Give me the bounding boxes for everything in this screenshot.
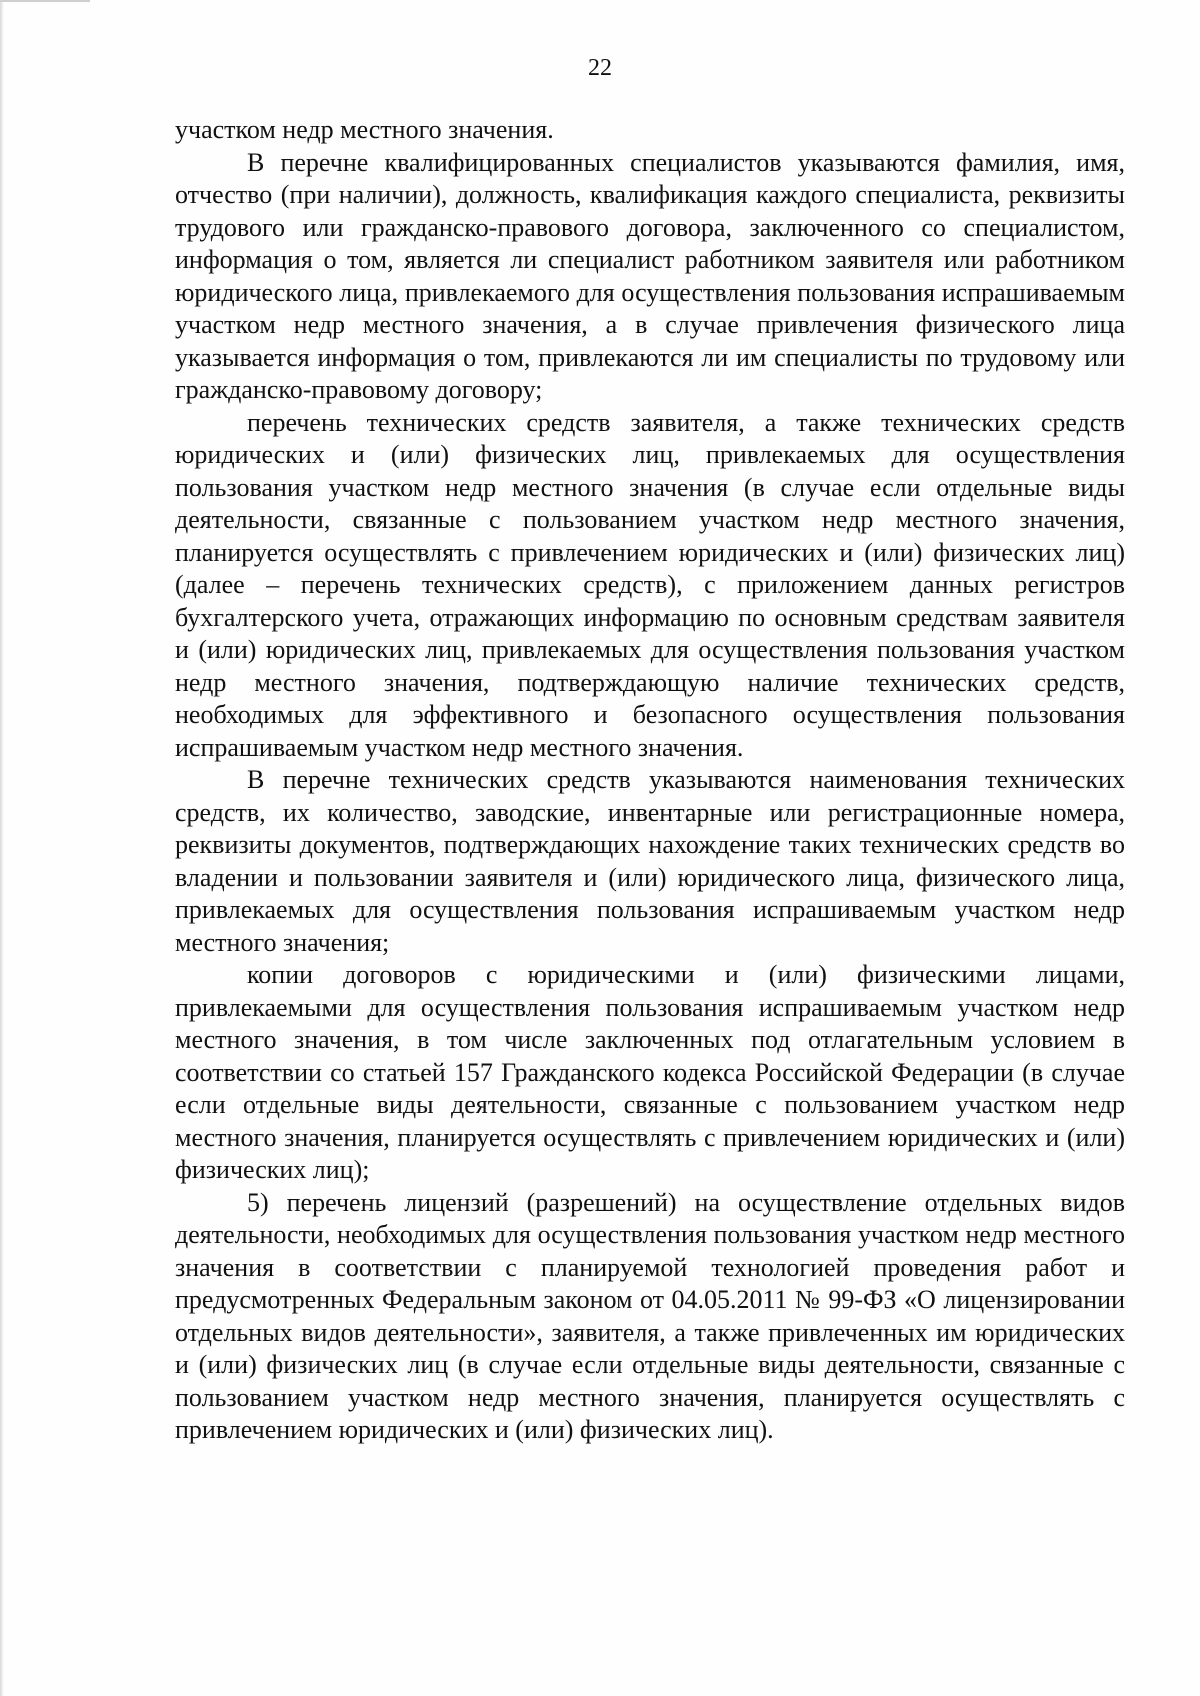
- page-number: 22: [588, 55, 612, 81]
- paragraph-technical-means: перечень технических средств заявителя, а также технических средств юридических и (или) физических лиц, привлекаемых для осуществления пользования участком недр местного значения (в случае если отдельные виды деятельности, связанные с пользованием участком недр местного значения, планируется осуществлять с привлечением юридических и (или) физических лиц) (далее – перечень технических средств), с приложением данных регистров бухгалтерского учета, отражающих информацию по основным средствам заявителя и (или) юридических лиц, привлекаемых для осуществления пользования участком недр местного значения, подтверждающую наличие технических средств, необходимых для эффективного и безопасного осуществления пользования испрашиваемым участком недр местного значения.: [175, 407, 1125, 762]
- scan-top-mark: [0, 0, 90, 2]
- paragraph-continuation: участком недр местного значения.: [175, 115, 554, 144]
- document-body: [175, 114, 1125, 1447]
- scan-left-edge: [0, 0, 4, 1696]
- paragraph-technical-means-details: В перечне технических средств указываются наименования технических средств, их количество, заводские, инвентарные или регистрационные номера, реквизиты документов, подтверждающих нахождение таких технических средств во владении и пользовании заявителя и (или) юридического лица, физического лица, привлекаемых для осуществления пользования испрашиваемым участком недр местного значения;: [175, 765, 1125, 957]
- paragraph-specialists-list: В перечне квалифицированных специалистов указываются фамилия, имя, отчество (при наличии), должность, квалификация каждого специалиста, реквизиты трудового или гражданско-правового договора, заключенного со специалистом, информация о том, является ли специалист работником заявителя или работником юридического лица, привлекаемого для осуществления пользования испрашиваемым участком недр местного значения, а в случае привлечения физического лица указывается информация о том, привлекаются ли им специалисты по трудовому или гражданско-правовому договору;: [175, 147, 1125, 404]
- paragraph-licenses-list: 5) перечень лицензий (разрешений) на осуществление отдельных видов деятельности, необходимых для осуществления пользования участком недр местного значения в соответствии с планируемой технологией проведения работ и предусмотренных Федеральным законом от 04.05.2011 № 99-ФЗ «О лицензировании отдельных видов деятельности», заявителя, а также привлеченных им юридических и (или) физических лиц (в случае если отдельные виды деятельности, связанные с пользованием участком недр местного значения, планируется осуществлять с привлечением юридических и (или) физических лиц).: [175, 1187, 1125, 1444]
- paragraph-contract-copies: копии договоров с юридическими и (или) физическими лицами, привлекаемыми для осуществления пользования испрашиваемым участком недр местного значения, в том числе заключенных под отлагательным условием в соответствии со статьей 157 Гражданского кодекса Российской Федерации (в случае если отдельные виды деятельности, связанные с пользованием участком недр местного значения, планируется осуществлять с привлечением юридических и (или) физических лиц);: [175, 960, 1125, 1184]
